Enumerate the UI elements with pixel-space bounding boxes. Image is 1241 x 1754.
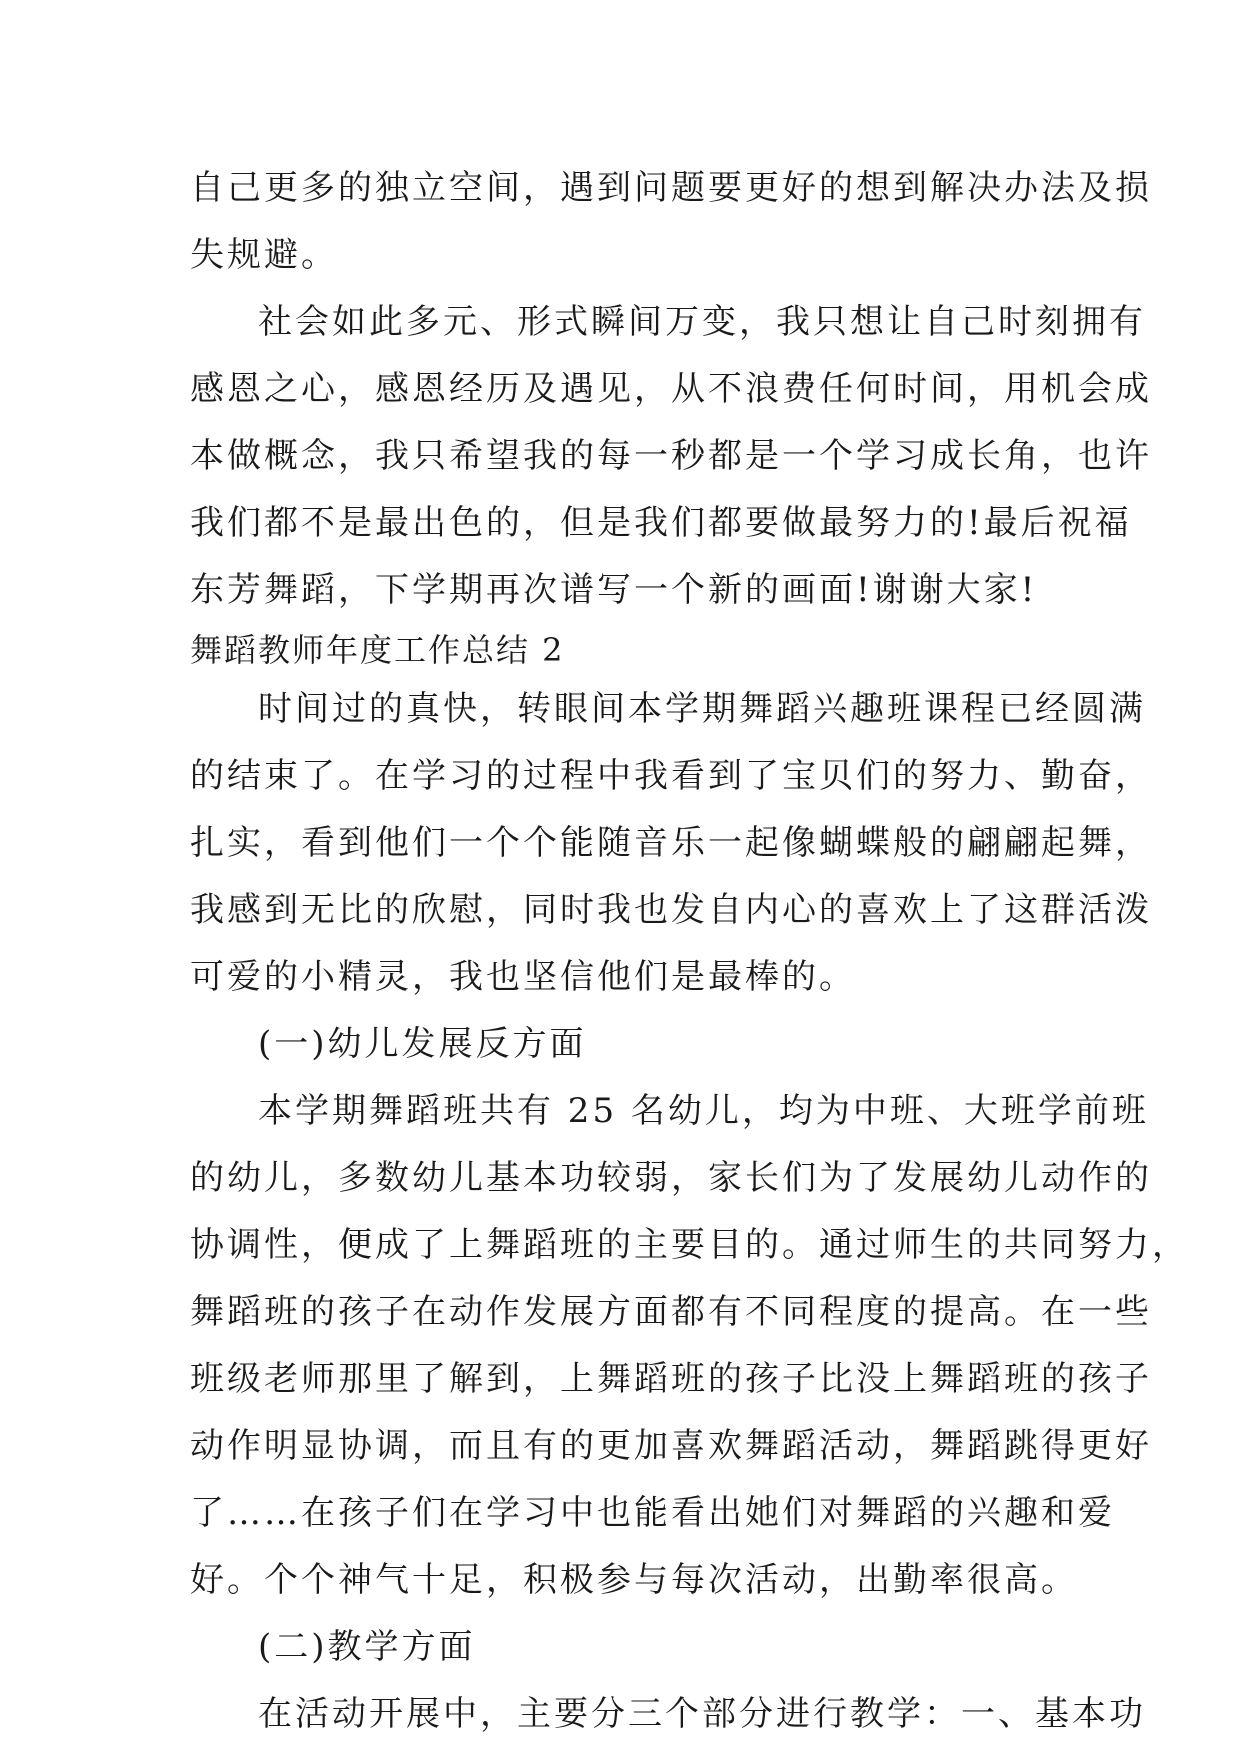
paragraph-start-line: 时间过的真快，转眼间本学期舞蹈兴趣班课程已经圆满 xyxy=(258,689,1146,729)
text-line: 本做概念，我只希望我的每一秒都是一个学习成长角，也许 xyxy=(190,436,1152,476)
paragraph-start-line: 社会如此多元、形式瞬间万变，我只想让自己时刻拥有 xyxy=(258,302,1146,342)
paragraph-start-line: 在活动开展中，主要分三个部分进行教学：一、基本功 xyxy=(258,1694,1146,1734)
text-line: 可爱的小精灵，我也坚信他们是最棒的。 xyxy=(190,957,856,997)
subheading-line: (二)教学方面 xyxy=(258,1627,476,1667)
document-page xyxy=(190,155,1189,1748)
paragraph-start-line: 本学期舞蹈班共有 25 名幼儿，均为中班、大班学前班 xyxy=(258,1091,1149,1131)
text-line: 舞蹈班的孩子在动作发展方面都有不同程度的提高。在一些 xyxy=(190,1292,1152,1332)
text-line: 自己更多的独立空间，遇到问题要更好的想到解决办法及损 xyxy=(190,168,1152,208)
section-title: 舞蹈教师年度工作总结 2 xyxy=(190,631,565,669)
text-line: 的结束了。在学习的过程中我看到了宝贝们的努力、勤奋， xyxy=(190,756,1152,796)
text-line: 的幼儿，多数幼儿基本功较弱，家长们为了发展幼儿动作的 xyxy=(190,1158,1152,1198)
text-line: 东芳舞蹈，下学期再次谱写一个新的画面!谢谢大家! xyxy=(190,570,1038,610)
text-line: 了……在孩子们在学习中也能看出她们对舞蹈的兴趣和爱 xyxy=(190,1493,1115,1533)
subheading-line: (一)幼儿发展反方面 xyxy=(258,1024,587,1064)
text-line: 好。个个神气十足，积极参与每次活动，出勤率很高。 xyxy=(190,1560,1078,1600)
text-line: 扎实，看到他们一个个能随音乐一起像蝴蝶般的翩翩起舞， xyxy=(190,823,1152,863)
text-line: 我感到无比的欣慰，同时我也发自内心的喜欢上了这群活泼 xyxy=(190,890,1152,930)
text-line: 失规避。 xyxy=(190,235,338,275)
text-line: 协调性，便成了上舞蹈班的主要目的。通过师生的共同努力， xyxy=(190,1225,1189,1265)
text-line: 班级老师那里了解到，上舞蹈班的孩子比没上舞蹈班的孩子 xyxy=(190,1359,1152,1399)
text-line: 动作明显协调，而且有的更加喜欢舞蹈活动，舞蹈跳得更好 xyxy=(190,1426,1152,1466)
text-line: 感恩之心，感恩经历及遇见，从不浪费任何时间，用机会成 xyxy=(190,369,1152,409)
text-line: 我们都不是最出色的，但是我们都要做最努力的!最后祝福 xyxy=(190,503,1132,543)
